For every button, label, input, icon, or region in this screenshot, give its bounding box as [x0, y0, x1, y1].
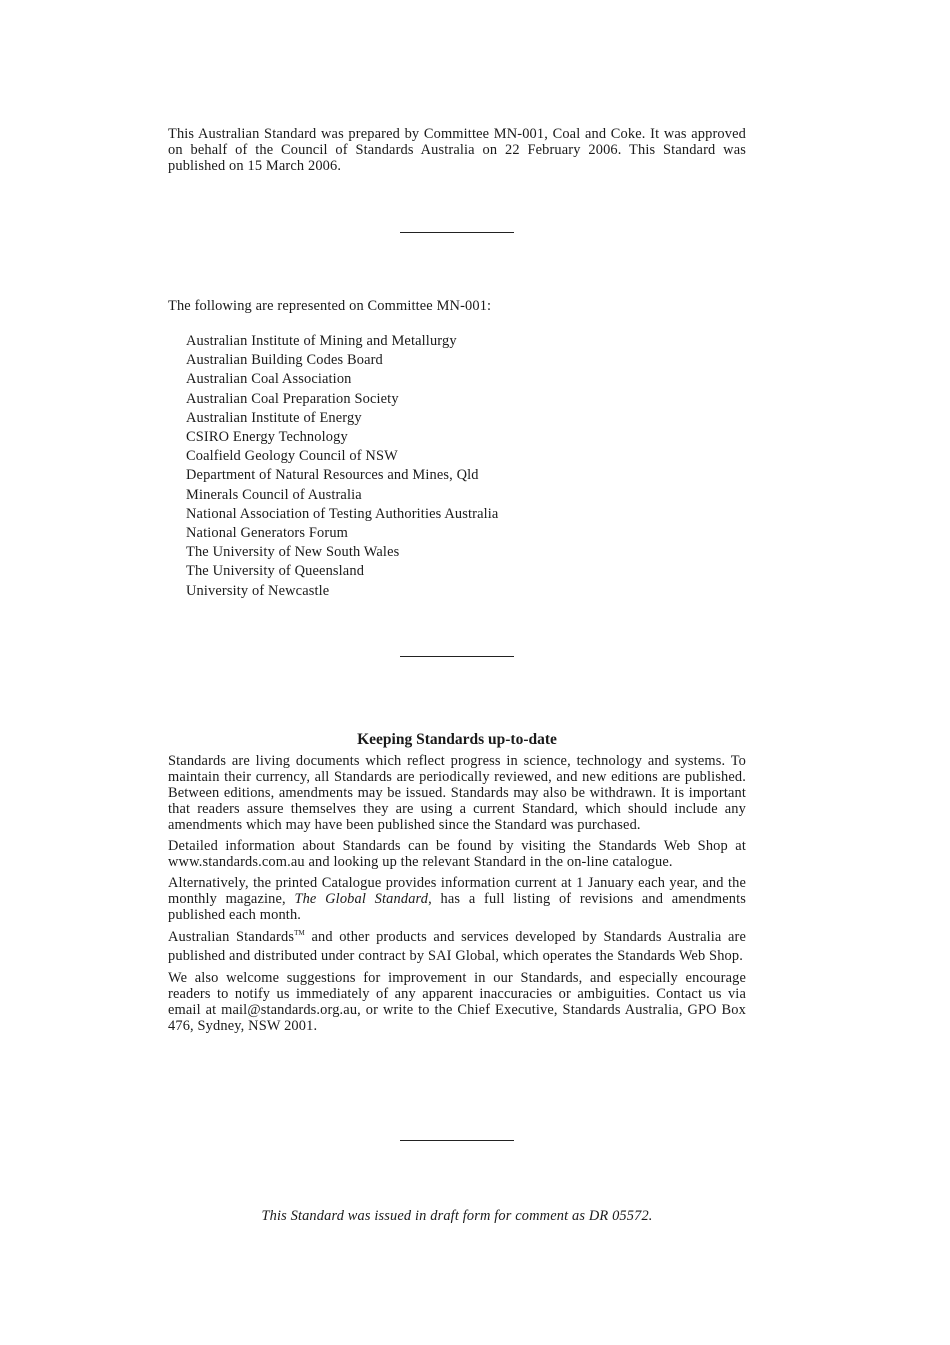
keeping-paragraph-2: Detailed information about Standards can be found by visiting the Standards Web Shop at www.standards.com.au and looking up the relevant Standard in the on-line catalogue. — [168, 838, 746, 870]
section-divider — [400, 656, 514, 657]
list-item: Department of Natural Resources and Mines, Qld — [186, 467, 479, 484]
keeping-paragraph-5: We also welcome suggestions for improvement in our Standards, and especially encourage readers to notify us immediately of any apparent inaccuracies or ambiguities. Contact us via email at mail@standards.org.au, or write to the Chief Executive, Standards Australia, GPO Box 476, Sydney, NSW 2001. — [168, 970, 746, 1034]
list-item: National Generators Forum — [186, 525, 349, 542]
list-item: Australian Institute of Energy — [186, 409, 362, 426]
list-item: Minerals Council of Australia — [186, 486, 362, 503]
keeping-paragraph-4 — [168, 928, 746, 965]
list-item: CSIRO Energy Technology — [186, 429, 348, 446]
p3-text-end: , has a full listing of revisions and amendments published each month. — [168, 891, 746, 923]
keeping-standards-heading: Keeping Standards up-to-date — [357, 731, 557, 748]
keeping-standards-section — [168, 753, 746, 1039]
committee-member-list — [186, 332, 498, 601]
p3-text-start: Alternatively, the printed Catalogue provides information current at 1 January each year, and the monthly magazine, — [168, 875, 746, 907]
list-item: The University of Queensland — [186, 563, 365, 580]
list-item: National Association of Testing Authorities Australia — [186, 505, 499, 522]
section-divider — [400, 232, 514, 233]
trademark-mark: TM — [294, 929, 305, 937]
list-item: Australian Coal Association — [186, 371, 352, 388]
list-item: Australian Institute of Mining and Metallurgy — [186, 333, 457, 349]
list-item: Australian Building Codes Board — [186, 352, 383, 369]
committee-intro: The following are represented on Committee MN-001: — [168, 298, 492, 314]
list-item: Coalfield Geology Council of NSW — [186, 448, 398, 465]
keeping-paragraph-3 — [168, 875, 746, 923]
draft-note: This Standard was issued in draft form for comment as DR 05572. — [261, 1208, 653, 1224]
approval-paragraph: This Australian Standard was prepared by Committee MN-001, Coal and Coke. It was approved on behalf of the Council of Standards Australia on 22 February 2006. This Standard was published on 15 March 2006. — [168, 126, 746, 174]
p4-text-start: Australian Standards — [168, 929, 295, 945]
list-item: Australian Coal Preparation Society — [186, 390, 399, 407]
magazine-title: The Global Standard — [294, 891, 429, 907]
list-item: University of Newcastle — [186, 582, 330, 599]
keeping-paragraph-1: Standards are living documents which reflect progress in science, technology and systems. To maintain their currency, all Standards are periodically reviewed, and new editions are published. Between editions, amendments may be issued. Standards may also be withdrawn. It is important that readers assure themselves they are using a current Standard, which should include any amendments which may have been published since the Standard was purchased. — [168, 753, 746, 833]
section-divider — [400, 1140, 514, 1141]
list-item: The University of New South Wales — [186, 544, 400, 561]
p4-text-end: and other products and services developed by Standards Australia are published and distributed under contract by SAI Global, which operates the Standards Web Shop. — [168, 929, 746, 964]
